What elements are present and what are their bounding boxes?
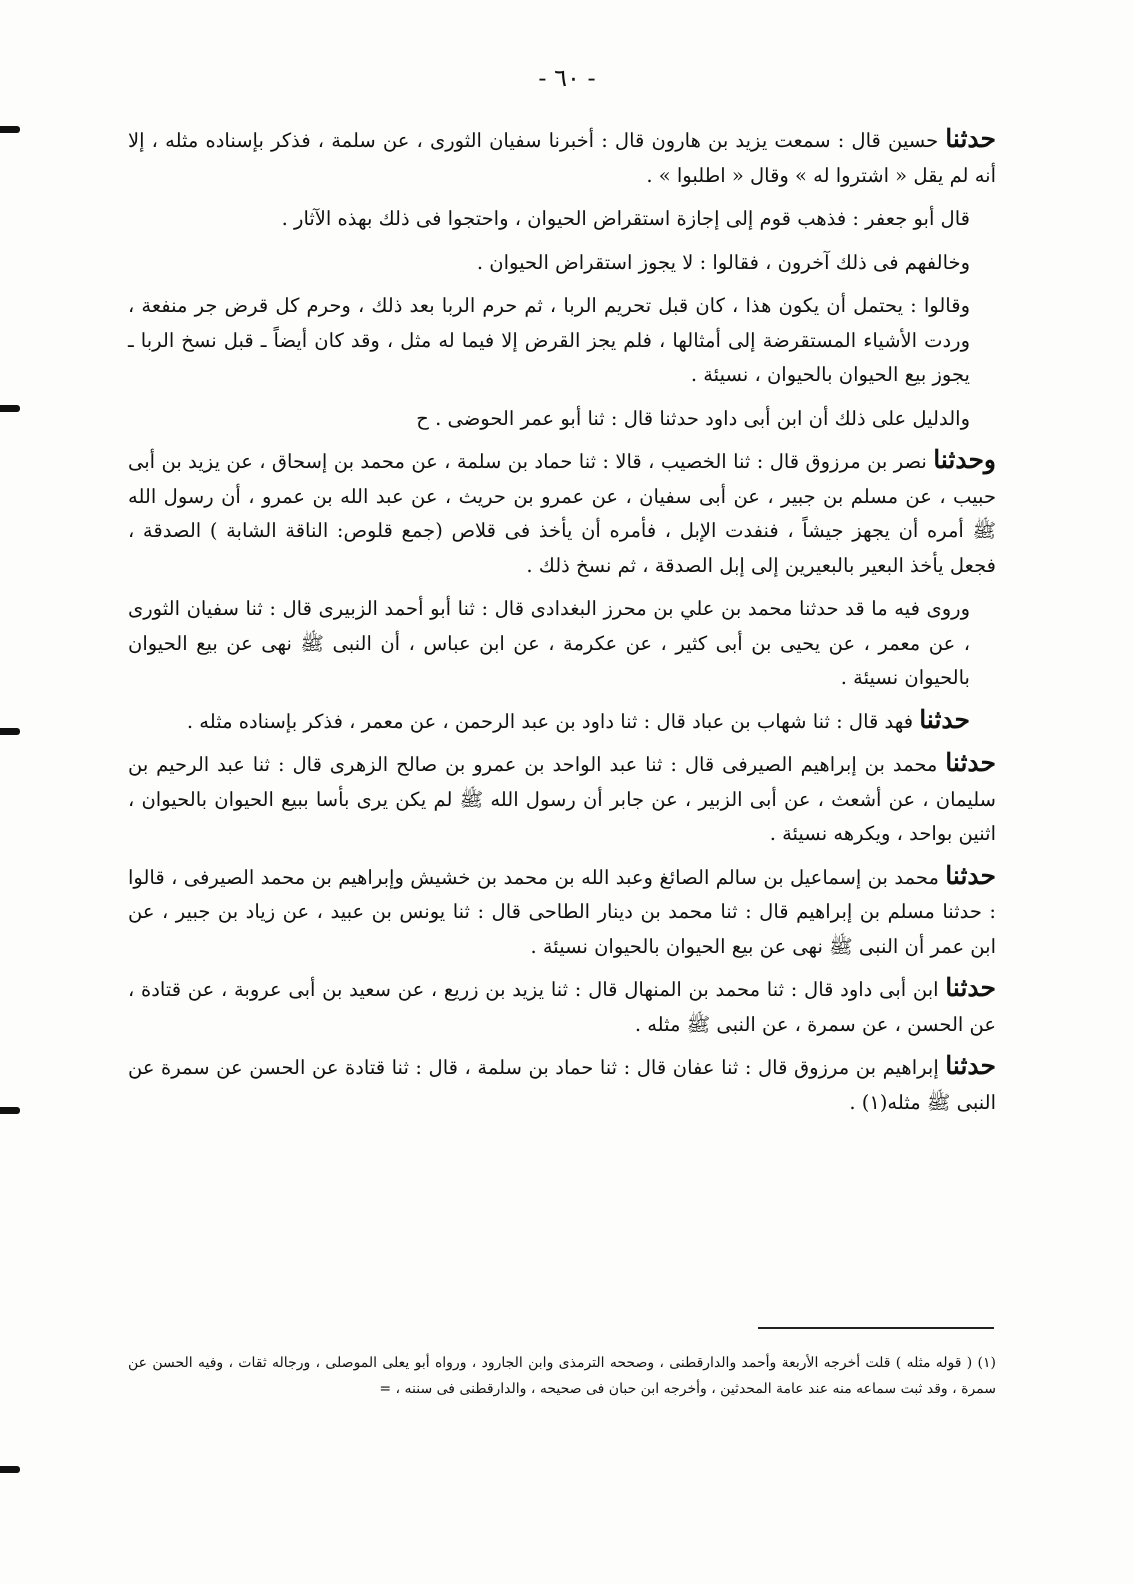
paragraph-text: إبراهيم بن مرزوق قال : ثنا عفان قال : ثنا حماد بن سلمة ، قال : ثنا قتادة عن الحسن عن سمرة عن النبى ﷺ مثله(١) . — [128, 1056, 996, 1114]
paragraph-text: والدليل على ذلك أن ابن أبى داود حدثنا قال : ثنا أبو عمر الحوضى . ح — [416, 406, 970, 430]
paragraph-text: محمد بن إبراهيم الصيرفى قال : ثنا عبد الواحد بن عمرو بن صالح الزهرى قال : ثنا عبد الرحيم بن سليمان ، عن أشعث ، عن أبى الزبير ، عن جابر أن رسول الله ﷺ لم يكن يرى بأسا ببيع الحيوان بالحيوان ، اثنين بواحد ، ويكرهه نسيئة . — [128, 753, 996, 845]
paragraph-text: وخالفهم فى ذلك آخرون ، فقالوا : لا يجوز استقراض الحيوان . — [476, 250, 970, 274]
narration-heading: وحدثنا — [933, 445, 996, 474]
paragraph — [128, 859, 996, 965]
main-text — [128, 122, 996, 1127]
scan-margin-mark — [0, 1107, 20, 1114]
paragraph — [128, 122, 996, 193]
paragraph-text: نصر بن مرزوق قال : ثنا الخصيب ، قالا : ثنا حماد بن سلمة ، عن محمد بن إسحاق ، عن يزيد بن أبى حبيب ، عن مسلم بن جبير ، عن أبى سفيان ، عن عمرو بن حريث ، عن عبد الله بن عمرو ، أن رسول الله ﷺ أمره أن يجهز جيشاً ، فنفدت الإبل ، فأمره أن يأخذ فى قلاص (جمع قلوص: الناقة الشابة ) الصدقة ، فجعل يأخذ البعير بالبعيرين إلى إبل الصدقة ، ثم نسخ ذلك . — [128, 450, 996, 577]
paragraph — [128, 1049, 996, 1120]
paragraph — [128, 400, 996, 437]
paragraph — [128, 244, 996, 281]
paragraph-text: فهد قال : ثنا شهاب بن عباد قال : ثنا داود بن عبد الرحمن ، عن معمر ، فذكر بإسناده مثله . — [186, 709, 920, 733]
footnote: (١) ( قوله مثله ) قلت أخرجه الأربعة وأحمد والدارقطنى ، وصححه الترمذى وابن الجارود ، ورواه أبو يعلى الموصلى ، ورجاله ثقات ، وفيه الحسن عن سمرة ، وقد ثبت سماعه منه عند عامة المحدثين ، وأخرجه ابن حبان فى صحيحه ، والدارقطنى فى سننه ، = — [128, 1355, 996, 1397]
narration-heading: حدثنا — [945, 973, 996, 1002]
paragraph — [128, 971, 996, 1042]
paragraph-text: حسين قال : سمعت يزيد بن هارون قال : أخبرنا سفيان الثورى ، عن سلمة ، فذكر بإسناده مثله ، إلا أنه لم يقل « اشتروا له » وقال « اطلبوا » . — [128, 129, 996, 187]
narration-heading: حدثنا — [945, 124, 996, 153]
scan-margin-mark — [0, 728, 20, 735]
narration-heading: حدثنا — [919, 704, 970, 734]
page-number: - ٦٠ - — [538, 64, 596, 92]
paragraph — [128, 746, 996, 852]
paragraph-text: ابن أبى داود قال : ثنا محمد بن المنهال قال : ثنا يزيد بن زريع ، عن سعيد بن أبى عروبة ، عن قتادة ، عن الحسن ، عن سمرة ، عن النبى ﷺ مثله . — [128, 978, 996, 1036]
paragraph — [128, 590, 996, 696]
scan-margin-mark — [0, 126, 20, 133]
narration-heading: حدثنا — [945, 748, 996, 777]
paragraph-text: قال أبو جعفر : فذهب قوم إلى إجازة استقراض الحيوان ، واحتجوا فى ذلك بهذه الآثار . — [281, 207, 970, 230]
paragraph — [128, 703, 996, 740]
paragraph — [128, 200, 996, 237]
narration-heading: حدثنا — [945, 860, 996, 890]
paragraph-text: محمد بن إسماعيل بن سالم الصائغ وعبد الله بن محمد بن خشيش وإبراهيم بن محمد الصيرفى ، قالوا : حدثنا مسلم بن إبراهيم قال : ثنا محمد بن دينار الطاحى قال : ثنا يونس بن عبيد ، عن زياد بن جبير ، عن ابن عمر أن النبى ﷺ نهى عن بيع الحيوان بالحيوان نسيئة . — [128, 865, 996, 958]
paragraph — [128, 287, 996, 393]
paragraph-text: وقالوا : يحتمل أن يكون هذا ، كان قبل تحريم الربا ، ثم حرم الربا بعد ذلك ، وحرم كل قرض جر منفعة ، وردت الأشياء المستقرضة إلى أمثالها ، فلم يجز القرض إلا فيما له مثل ، وقد كان أيضاً ـ قبل نسخ الربا ـ يجوز بيع الحيوان بالحيوان ، نسيئة . — [128, 294, 970, 386]
footnote-divider — [758, 1327, 994, 1329]
scan-margin-mark — [0, 405, 20, 412]
scan-margin-mark — [0, 1466, 20, 1473]
paragraph-text: وروى فيه ما قد حدثنا محمد بن علي بن محرز البغدادى قال : ثنا أبو أحمد الزبيرى قال : ثنا سفيان الثورى ، عن معمر ، عن يحيى بن أبى كثير ، عن عكرمة ، عن ابن عباس ، أن النبى ﷺ نهى عن بيع الحيوان بالحيوان نسيئة . — [128, 597, 970, 689]
narration-heading: حدثنا — [945, 1051, 996, 1080]
paragraph — [128, 443, 996, 583]
